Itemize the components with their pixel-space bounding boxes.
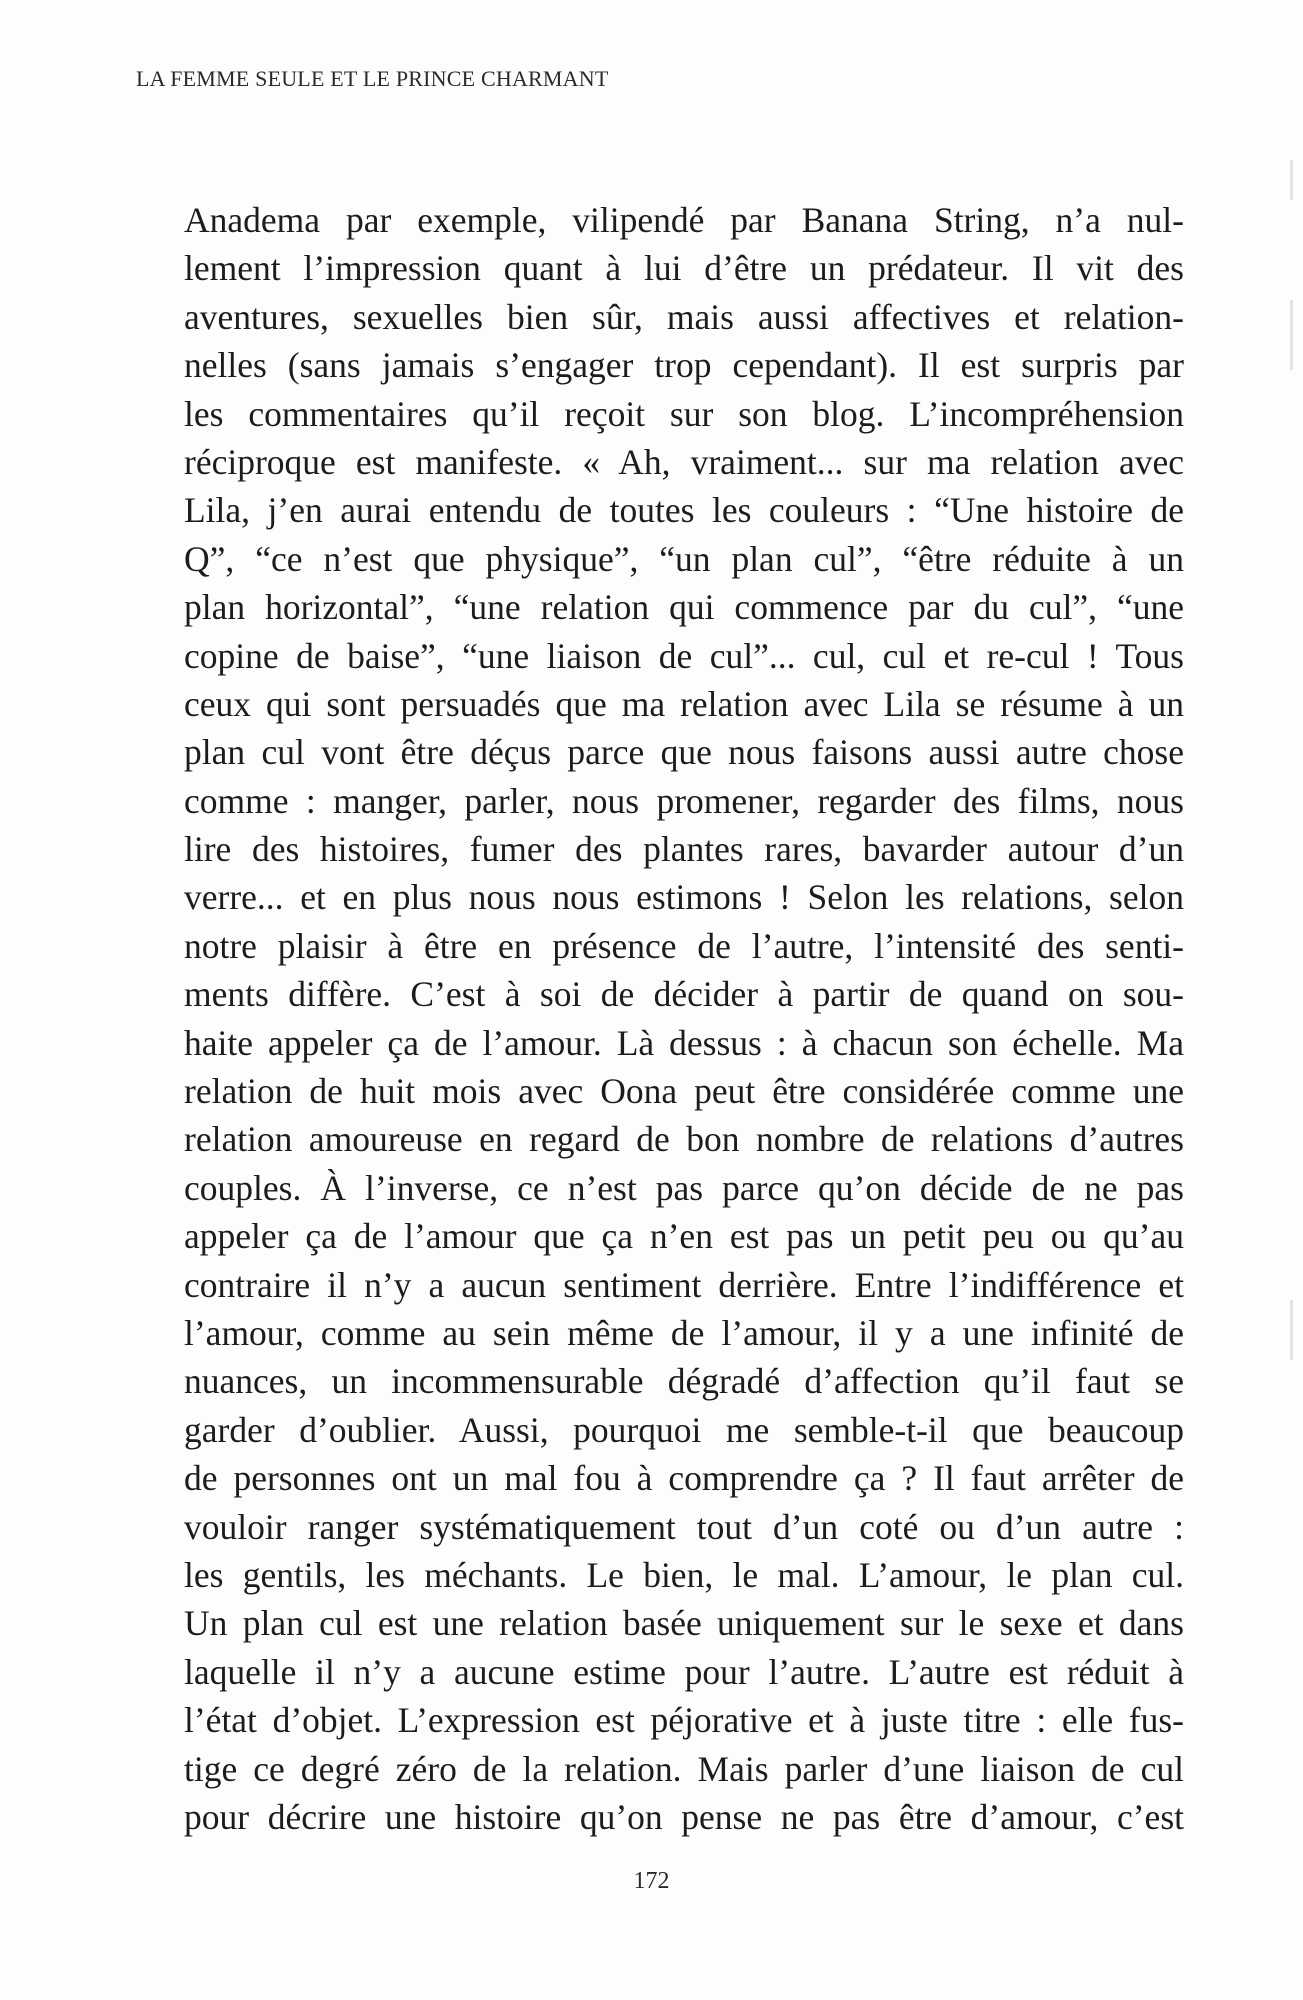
- text-line: comme : manger, parler, nous promener, regarder des films, nous: [184, 780, 1184, 821]
- text-line: Anadema par exemple, vilipendé par Banana String, n’a nul-: [184, 200, 1184, 240]
- scan-edge-mark: [1290, 1300, 1293, 1360]
- text-line: Un plan cul est une relation basée uniquement sur le sexe et dans: [184, 1603, 1184, 1644]
- text-line: appeler ça de l’amour que ça n’en est pas un petit peu ou qu’au: [184, 1216, 1184, 1257]
- text-line: les gentils, les méchants. Le bien, le mal. L’amour, le plan cul.: [184, 1554, 1184, 1595]
- text-line: plan cul vont être déçus parce que nous faisons aussi autre chose: [184, 732, 1184, 773]
- text-line: nuances, un incommensurable dégradé d’affection qu’il faut se: [184, 1361, 1184, 1402]
- text-line: contraire il n’y a aucun sentiment derrière. Entre l’indifférence et: [184, 1264, 1184, 1305]
- page-number: 172: [633, 1868, 670, 1894]
- scan-edge-mark: [1290, 300, 1293, 370]
- text-line: relation amoureuse en regard de bon nombre de relations d’autres: [184, 1119, 1184, 1160]
- text-line: les commentaires qu’il reçoit sur son blog. L’incompréhension: [184, 393, 1184, 434]
- text-line: haite appeler ça de l’amour. Là dessus : à chacun son échelle. Ma: [184, 1022, 1184, 1063]
- text-line: garder d’oublier. Aussi, pourquoi me semble-t-il que beaucoup: [184, 1409, 1184, 1450]
- text-line: relation de huit mois avec Oona peut être considérée comme une: [184, 1071, 1184, 1112]
- running-head: LA FEMME SEULE ET LE PRINCE CHARMANT: [136, 66, 609, 91]
- text-line: Q”, “ce n’est que physique”, “un plan cul”, “être réduite à un: [184, 538, 1184, 579]
- text-line: ceux qui sont persuadés que ma relation avec Lila se résume à un: [184, 683, 1184, 724]
- text-line: plan horizontal”, “une relation qui commence par du cul”, “une: [184, 587, 1184, 628]
- body-text: [184, 196, 1184, 1841]
- text-line: l’état d’objet. L’expression est péjorative et à juste titre : elle fus-: [184, 1700, 1184, 1741]
- text-line: l’amour, comme au sein même de l’amour, il y a une infinité de: [184, 1312, 1184, 1353]
- text-line: laquelle il n’y a aucune estime pour l’autre. L’autre est réduit à: [184, 1651, 1184, 1692]
- text-line: ments diffère. C’est à soi de décider à partir de quand on sou-: [184, 974, 1184, 1015]
- text-line: aventures, sexuelles bien sûr, mais aussi affectives et relation-: [184, 296, 1184, 337]
- text-line: nelles (sans jamais s’engager trop cependant). Il est surpris par: [184, 345, 1184, 386]
- text-line: verre... et en plus nous nous estimons ! Selon les relations, selon: [184, 877, 1184, 918]
- text-line: copine de baise”, “une liaison de cul”... cul, cul et re-cul ! Tous: [184, 635, 1184, 676]
- text-line: couples. À l’inverse, ce n’est pas parce qu’on décide de ne pas: [184, 1167, 1184, 1208]
- text-line: Lila, j’en aurai entendu de toutes les couleurs : “Une histoire de: [184, 490, 1184, 531]
- text-line: lire des histoires, fumer des plantes rares, bavarder autour d’un: [184, 829, 1184, 870]
- scan-edge-mark: [1290, 160, 1293, 200]
- text-line: pour décrire une histoire qu’on pense ne pas être d’amour, c’est: [184, 1796, 1184, 1837]
- text-line: de personnes ont un mal fou à comprendre ça ? Il faut arrêter de: [184, 1458, 1184, 1499]
- text-line: tige ce degré zéro de la relation. Mais parler d’une liaison de cul: [184, 1748, 1184, 1789]
- text-line: lement l’impression quant à lui d’être un prédateur. Il vit des: [184, 248, 1184, 289]
- text-line: vouloir ranger systématiquement tout d’un coté ou d’un autre :: [184, 1506, 1184, 1547]
- text-line: notre plaisir à être en présence de l’autre, l’intensité des senti-: [184, 925, 1184, 966]
- text-line: réciproque est manifeste. « Ah, vraiment... sur ma relation avec: [184, 441, 1184, 482]
